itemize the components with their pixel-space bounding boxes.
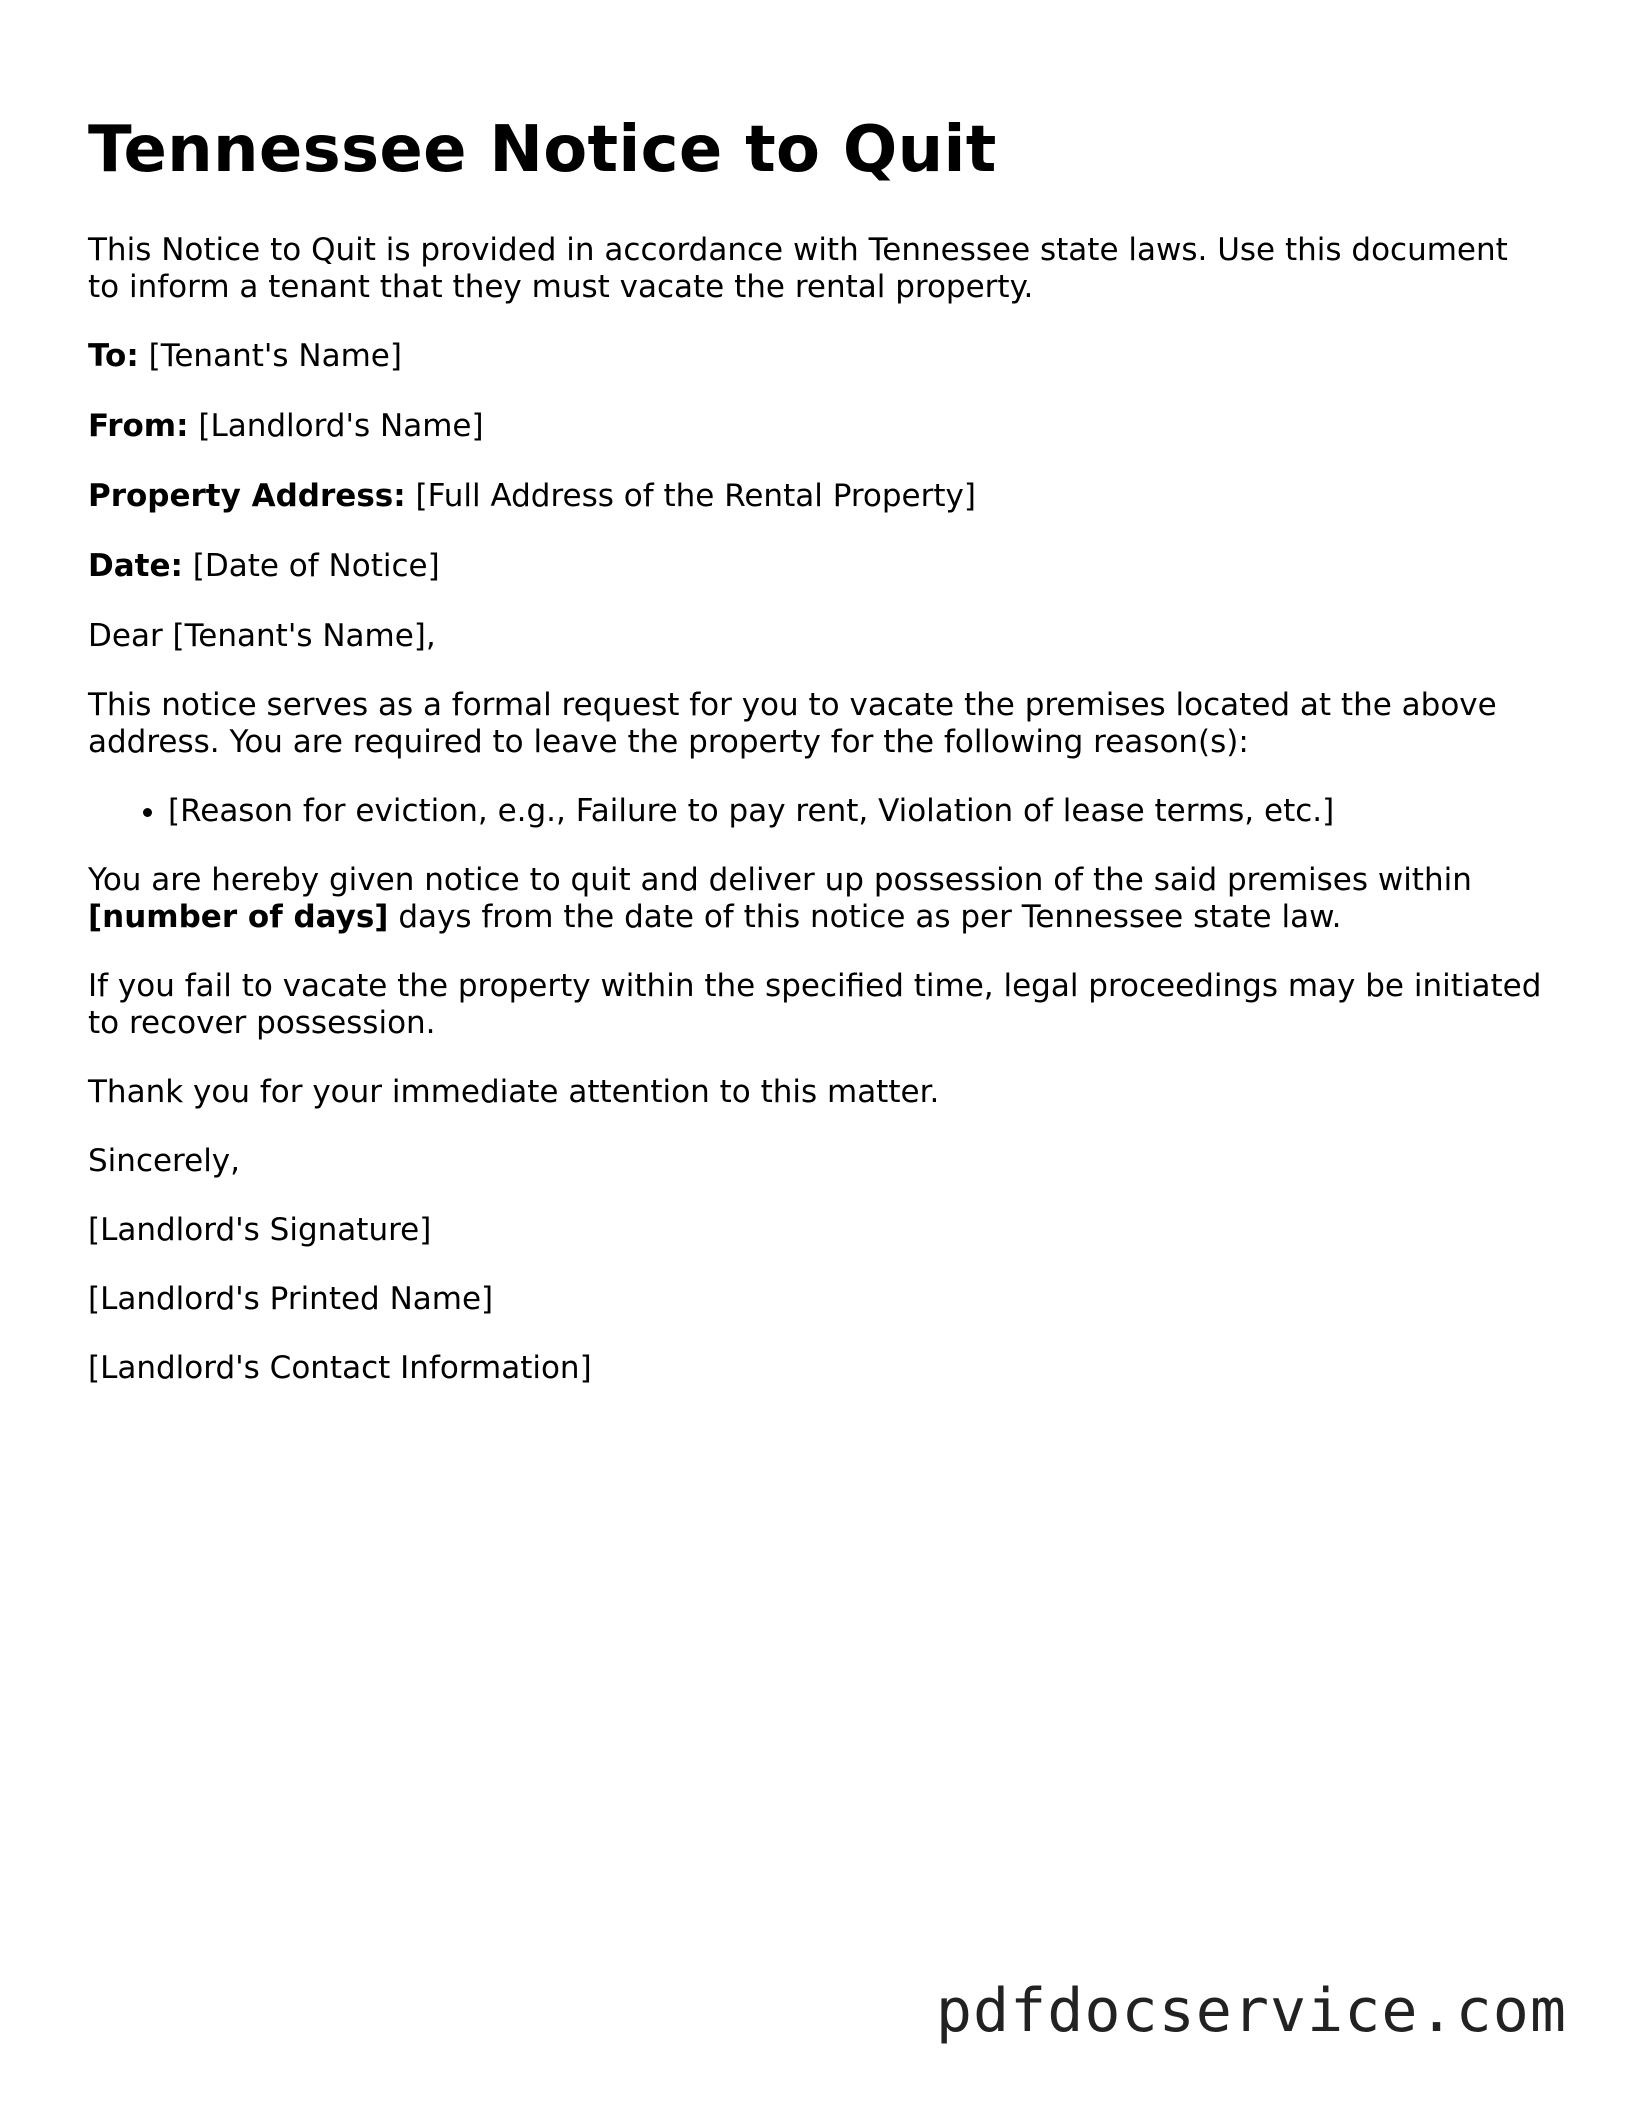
document-page (88, 110, 1548, 1419)
field-to (88, 338, 1548, 375)
field-date-label: Date: (88, 548, 183, 584)
page-title: Tennessee Notice to Quit (88, 113, 997, 187)
landlord-signature: [Landlord's Signature] (88, 1212, 432, 1248)
notice-period-paragraph (88, 862, 1548, 936)
field-to-label: To: (88, 338, 139, 374)
field-property-address (88, 478, 1548, 515)
field-from-label: From: (88, 408, 189, 444)
field-to-value: [Tenant's Name] (148, 338, 402, 374)
reasons-list (88, 793, 1548, 830)
field-from-value: [Landlord's Name] (198, 408, 484, 444)
intro-paragraph: This Notice to Quit is provided in accordance with Tennessee state laws. Use this document to inform a tenant that they must vacate the rental property. (88, 232, 1508, 305)
request-paragraph: This notice serves as a formal request for you to vacate the premises located at the above address. You are required to leave the property for the following reason(s): (88, 687, 1497, 760)
field-date (88, 548, 1548, 585)
number-of-days-placeholder: [number of days] (88, 899, 389, 935)
salutation: Dear [Tenant's Name], (88, 618, 436, 654)
notice-period-before: You are hereby given notice to quit and deliver up possession of the said premises within (88, 862, 1472, 898)
field-from (88, 408, 1548, 445)
field-property-address-value: [Full Address of the Rental Property] (415, 478, 976, 514)
landlord-contact-information: [Landlord's Contact Information] (88, 1350, 592, 1386)
field-date-value: [Date of Notice] (192, 548, 440, 584)
closing: Sincerely, (88, 1143, 241, 1179)
watermark: pdfdocservice.com (935, 1976, 1567, 2046)
notice-period-after: days from the date of this notice as per Tennessee state law. (398, 899, 1342, 935)
thanks-paragraph: Thank you for your immediate attention to this matter. (88, 1074, 940, 1110)
list-item: • [Reason for eviction, e.g., Failure to pay rent, Violation of lease terms, etc.] (168, 793, 1548, 830)
field-property-address-label: Property Address: (88, 478, 406, 514)
consequence-paragraph: If you fail to vacate the property within the specified time, legal proceedings may be initiated to recover possession. (88, 968, 1542, 1041)
landlord-printed-name: [Landlord's Printed Name] (88, 1281, 494, 1317)
